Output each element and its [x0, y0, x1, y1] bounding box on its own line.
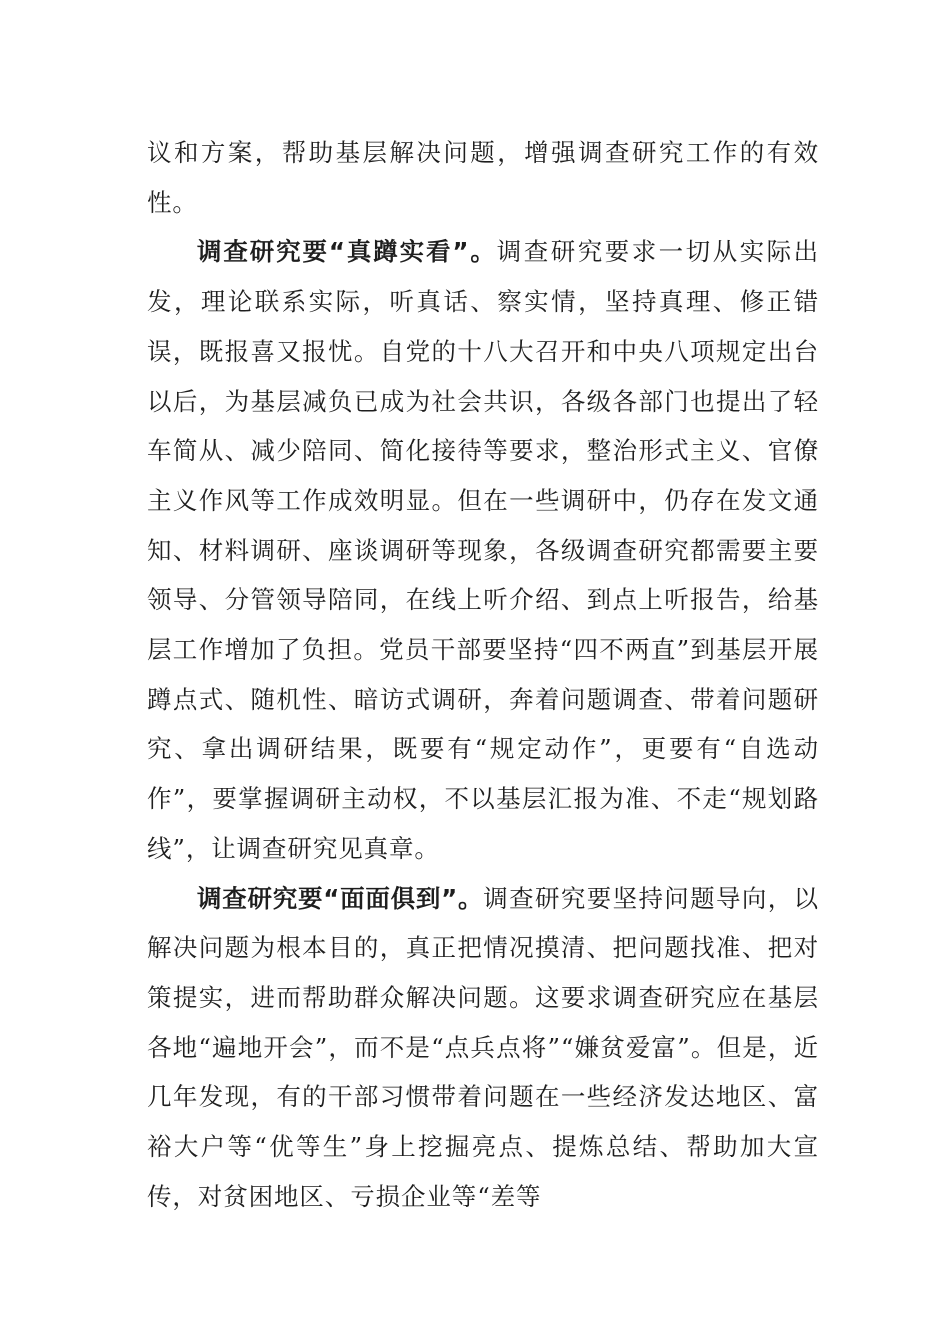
paragraph-comprehensive-research — [147, 874, 819, 1222]
document-page — [147, 128, 819, 1221]
paragraph-text: 调查研究要求一切从实际出发，理论联系实际，听真话、察实情，坚持真理、修正错误，既报喜又报忧。自党的十八大召开和中央八项规定出台以后，为基层减负已成为社会共识，各级各部门也提出了轻车简从、减少陪同、简化接待等要求，整治形式主义、官僚主义作风等工作成效明显。但在一些调研中，仍存在发文通知、材料调研、座谈调研等现象，各级调查研究都需要主要领导、分管领导陪同，在线上听介绍、到点上听报告，给基层工作增加了负担。党员干部要坚持“四不两直”到基层开展蹲点式、随机性、暗访式调研，奔着问题调查、带着问题研究、拿出调研结果，既要有“规定动作”，更要有“自选动作”，要掌握调研主动权，不以基层汇报为准、不走“规划路线”，让调查研究见真章。 — [147, 237, 819, 863]
paragraph-text: 调查研究要坚持问题导向，以解决问题为根本目的，真正把情况摸清、把问题找准、把对策提实，进而帮助群众解决问题。这要求调查研究应在基层各地“遍地开会”，而不是“点兵点将”“嫌贫爱富”。但是，近几年发现，有的干部习惯带着问题在一些经济发达地区、富裕大户等“优等生”身上挖掘亮点、提炼总结、帮助加大宣传，对贫困地区、亏损企业等“差等 — [147, 883, 819, 1211]
paragraph-continuation — [147, 128, 819, 227]
paragraph-heading: 调查研究要“真蹲实看”。 — [197, 237, 497, 267]
paragraph-heading: 调查研究要“面面俱到”。 — [197, 883, 484, 913]
paragraph-field-research — [147, 227, 819, 873]
paragraph-text: 议和方案，帮助基层解决问题，增强调查研究工作的有效性。 — [147, 138, 819, 217]
